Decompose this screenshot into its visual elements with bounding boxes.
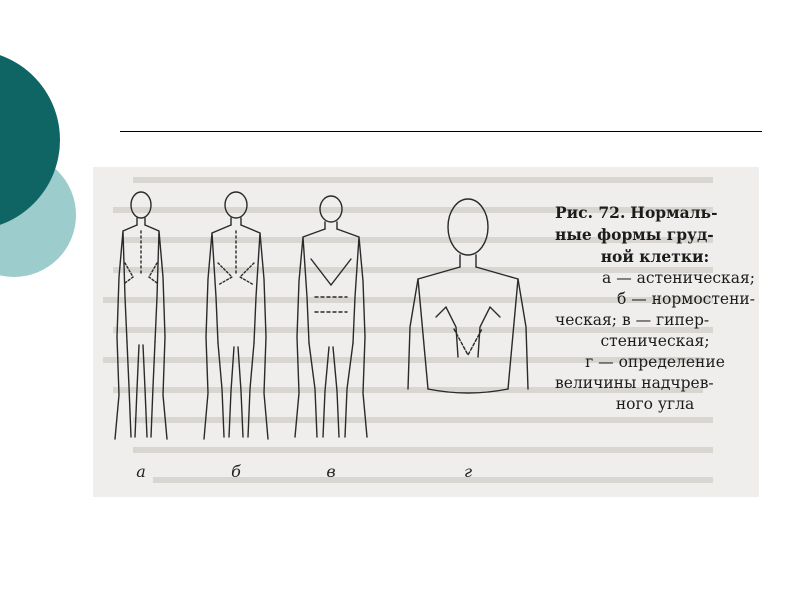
caption-line-5: б — нормостени- — [617, 290, 755, 308]
caption-line-8: г — определение — [585, 353, 725, 371]
caption-line-2: ные формы груд- — [555, 225, 714, 244]
caption-line-10: ного угла — [615, 395, 695, 413]
caption-line-4: а — астеническая; — [602, 269, 755, 287]
caption-text-0: Нормаль- — [630, 203, 718, 222]
figure-hypersthenic — [295, 196, 367, 437]
caption-line-9: величины надчрев- — [555, 374, 714, 392]
figure-label-g: г — [463, 462, 473, 481]
figure-caption — [555, 202, 755, 415]
figure-label-v: в — [326, 462, 336, 481]
scanned-figure — [93, 167, 759, 497]
figure-asthenic — [115, 192, 167, 439]
caption-line-1 — [555, 202, 755, 224]
caption-line-6: ческая; в — гипер- — [555, 311, 710, 329]
caption-line-3: ной клетки: — [600, 247, 710, 266]
figure-epigastric-angle — [408, 199, 528, 393]
caption-line-7: стеническая; — [600, 332, 710, 350]
caption-number: Рис. 72. — [555, 203, 626, 222]
figure-normosthenic — [204, 192, 268, 439]
figure-label-b: б — [231, 462, 241, 481]
title-divider-line — [120, 131, 762, 132]
figure-label-a: а — [136, 462, 146, 481]
